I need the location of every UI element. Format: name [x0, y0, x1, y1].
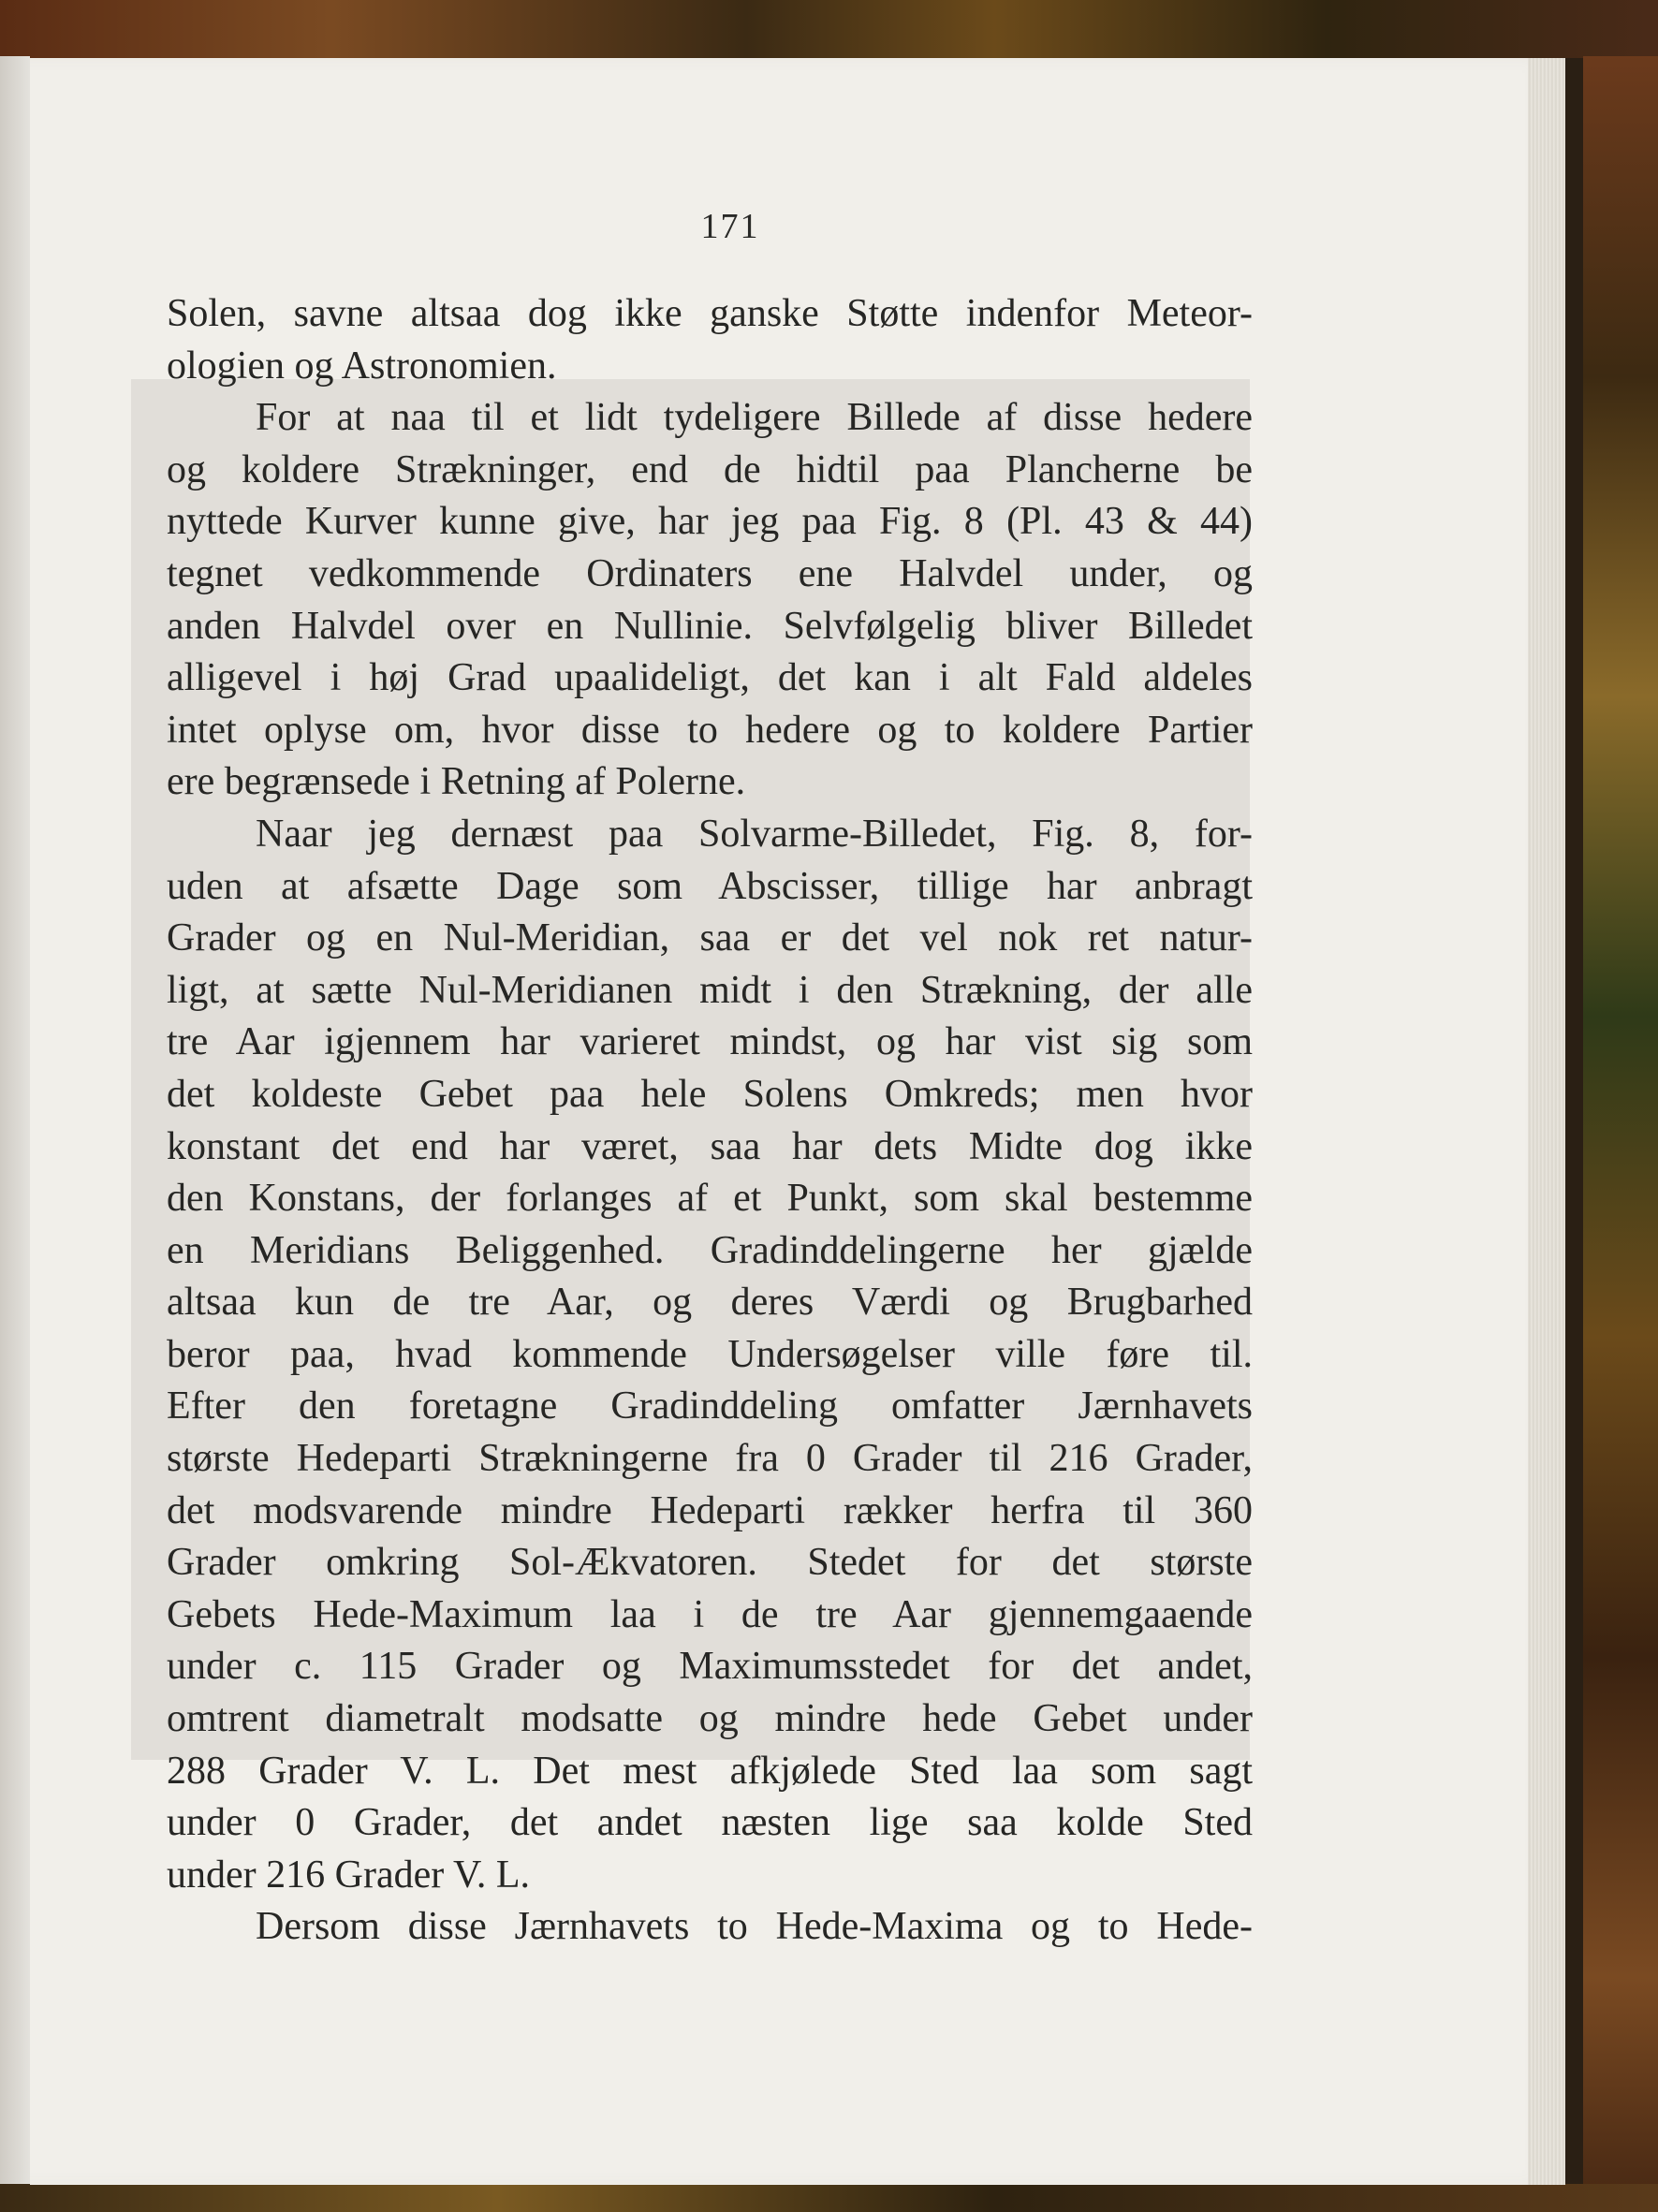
text-line: ere begrænsede i Retning af Polerne.	[167, 760, 746, 804]
book-cover-edge	[1583, 56, 1658, 2190]
text-line: uden at afsætte Dage som Abscisser, tillige har anbragt	[167, 864, 1253, 908]
text-line: under c. 115 Grader og Maximumsstedet for det andet,	[167, 1645, 1253, 1689]
text-line: det modsvarende mindre Hedeparti rækker herfra til 360	[167, 1488, 1253, 1532]
book-bottom-edge	[0, 2184, 1658, 2212]
text-line: en Meridians Beliggenhed. Gradinddelingerne her gjælde	[167, 1228, 1253, 1272]
book-top-edge	[0, 0, 1658, 58]
text-line: Grader og en Nul-Meridian, saa er det vel nok ret natur-	[167, 916, 1253, 960]
facing-page-edge	[0, 56, 30, 2190]
text-line: Solen, savne altsaa dog ikke ganske Støtte indenfor Meteor-	[167, 292, 1253, 335]
text-line: For at naa til et lidt tydeligere Billede af disse hedere	[256, 396, 1253, 440]
text-line: det koldeste Gebet paa hele Solens Omkreds; men hvor	[167, 1072, 1253, 1116]
body-text	[167, 288, 1253, 1954]
page-number: 171	[700, 207, 760, 246]
text-line: alligevel i høj Grad upaalideligt, det kan i alt Fald aldeles	[167, 656, 1253, 700]
text-line: omtrent diametralt modsatte og mindre hede Gebet under	[167, 1697, 1253, 1741]
text-line: Grader omkring Sol-Ækvatoren. Stedet for det største	[167, 1541, 1253, 1585]
paragraph	[167, 1901, 1253, 1954]
text-line: Naar jeg dernæst paa Solvarme-Billedet, Fig. 8, for-	[256, 812, 1253, 856]
paragraph	[167, 809, 1253, 1901]
text-line: tegnet vedkommende Ordinaters ene Halvdel under, og	[167, 551, 1253, 595]
text-line: nyttede Kurver kunne give, har jeg paa Fig. 8 (Pl. 43 & 44)	[167, 500, 1253, 544]
text-line: 288 Grader V. L. Det mest afkjølede Sted laa som sagt	[167, 1749, 1253, 1793]
text-line: Dersom disse Jærnhavets to Hede-Maxima og to Hede-	[256, 1905, 1253, 1949]
text-line: intet oplyse om, hvor disse to hedere og to koldere Partier	[167, 708, 1253, 752]
paragraph	[167, 288, 1253, 392]
text-line: største Hedeparti Strækningerne fra 0 Grader til 216 Grader,	[167, 1437, 1253, 1481]
text-line: Gebets Hede-Maximum laa i de tre Aar gjennemgaaende	[167, 1592, 1253, 1636]
text-line: under 0 Grader, det andet næsten lige saa kolde Sted	[167, 1801, 1253, 1845]
text-line: Efter den foretagne Gradinddeling omfatter Jærnhavets	[167, 1384, 1253, 1428]
text-line: den Konstans, der forlanges af et Punkt, som skal bestemme	[167, 1177, 1253, 1221]
text-line: konstant det end har været, saa har dets Midte dog ikke	[167, 1124, 1253, 1168]
text-line: og koldere Strækninger, end de hidtil paa Plancherne be	[167, 447, 1253, 491]
text-line: beror paa, hvad kommende Undersøgelser ville føre til.	[167, 1332, 1253, 1376]
text-line: tre Aar igjennem har varieret mindst, og har vist sig som	[167, 1020, 1253, 1064]
text-line: ligt, at sætte Nul-Meridianen midt i den Strækning, der alle	[167, 968, 1253, 1012]
paragraph	[167, 392, 1253, 809]
page-fore-edge	[1528, 58, 1565, 2185]
text-line: under 216 Grader V. L.	[167, 1853, 531, 1897]
text-line: ologien og Astronomien.	[167, 344, 557, 388]
text-line: altsaa kun de tre Aar, og deres Værdi og Brugbarhed	[167, 1281, 1253, 1325]
text-line: anden Halvdel over en Nullinie. Selvfølgelig bliver Billedet	[167, 604, 1253, 648]
